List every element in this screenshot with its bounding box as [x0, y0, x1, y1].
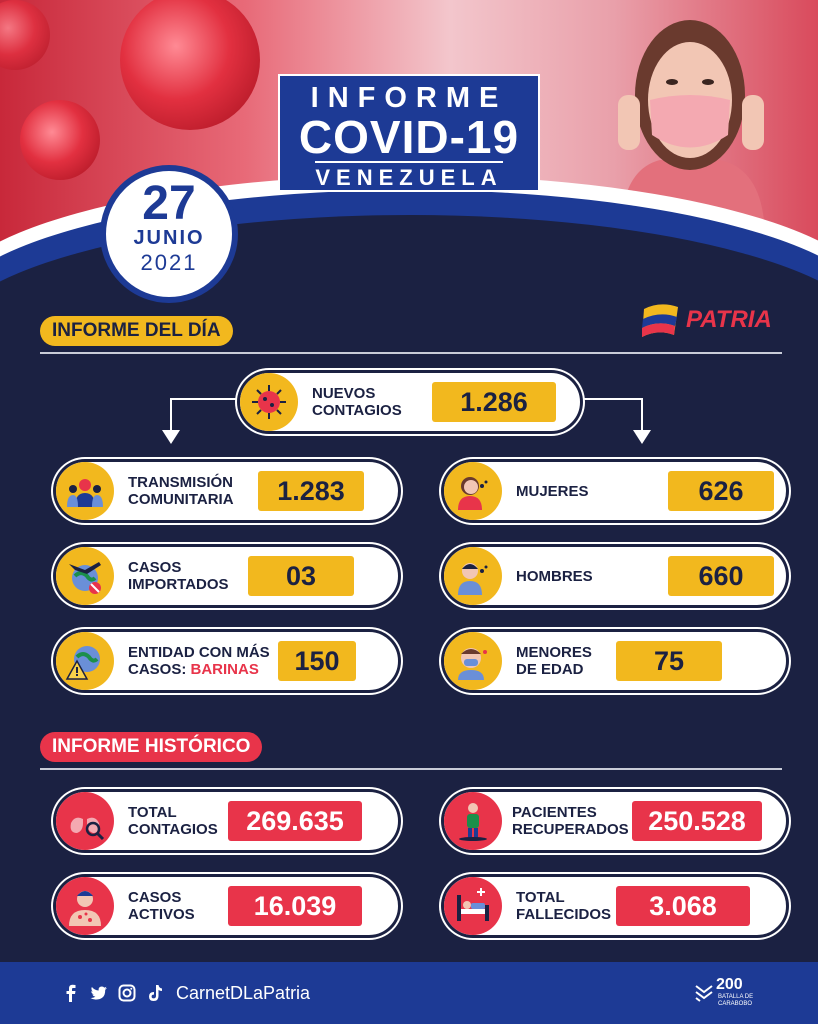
- stat-deaths: [444, 877, 786, 935]
- stat-total-cases: [56, 792, 398, 850]
- patria-brand-text: PATRIA: [686, 306, 772, 333]
- stat-active: [56, 877, 398, 935]
- title-line-1: INFORME: [310, 82, 508, 114]
- airplane-globe-icon: [56, 547, 114, 605]
- stat-label: CASOS ACTIVOS: [128, 889, 195, 923]
- stat-recovered: [444, 792, 786, 850]
- logo-subtitle-2: CARABOBO: [718, 1001, 753, 1007]
- stat-label: TOTAL CONTAGIOS: [128, 804, 218, 838]
- bicentenario-logo: [694, 976, 753, 1008]
- instagram-icon[interactable]: [118, 984, 136, 1002]
- stat-value: 03: [248, 556, 354, 596]
- stat-community: [56, 462, 398, 520]
- section-divider: [40, 352, 782, 354]
- connector-line: [170, 398, 238, 400]
- stat-value: 250.528: [632, 801, 762, 841]
- sick-person-icon: [56, 877, 114, 935]
- connector-line: [170, 398, 172, 432]
- twitter-icon[interactable]: [90, 984, 108, 1002]
- tiktok-icon[interactable]: [146, 984, 164, 1002]
- stat-new-cases: [240, 373, 580, 431]
- date-month: JUNIO: [133, 227, 205, 249]
- date-year: 2021: [140, 250, 198, 275]
- footer-bar: [0, 962, 818, 1024]
- stat-imported: [56, 547, 398, 605]
- connector-line: [641, 398, 643, 432]
- history-section-title: INFORME HISTÓRICO: [40, 732, 262, 762]
- daily-section-title: INFORME DEL DÍA: [40, 316, 233, 346]
- social-links: [62, 983, 310, 1004]
- stat-men: [444, 547, 786, 605]
- recovered-person-icon: [444, 792, 502, 850]
- arrow-down-icon: [633, 430, 651, 444]
- stat-value: 16.039: [228, 886, 362, 926]
- title-box: [278, 74, 540, 192]
- logo-number: 200: [716, 976, 743, 993]
- stat-label: MENORES DE EDAD: [516, 644, 592, 678]
- entity-highlight: BARINAS: [190, 661, 259, 678]
- venezuela-flag-icon: [640, 301, 682, 339]
- child-mask-icon: [444, 632, 502, 690]
- woman-coughing-icon: [444, 462, 502, 520]
- arrow-down-icon: [162, 430, 180, 444]
- date-badge: [100, 165, 238, 303]
- title-line-3: VENEZUELA: [315, 161, 502, 191]
- stat-label: HOMBRES: [516, 567, 593, 585]
- stat-label: TOTAL FALLECIDOS: [516, 889, 612, 923]
- date-day: 27: [142, 177, 196, 230]
- facebook-icon[interactable]: [62, 984, 80, 1002]
- stat-label: TRANSMISIÓN COMUNITARIA: [128, 474, 234, 508]
- patria-logo: [640, 298, 772, 342]
- stat-value: 660: [668, 556, 774, 596]
- virus-illustration: [120, 0, 260, 130]
- stat-value: 1.286: [432, 382, 556, 422]
- entity-label-text: ENTIDAD CON MÁS CASOS:: [128, 644, 270, 678]
- stat-value: 75: [616, 641, 722, 681]
- hospital-bed-icon: [444, 877, 502, 935]
- logo-subtitle-1: BATALLA DE: [718, 994, 754, 1000]
- stat-label: CASOS IMPORTADOS: [128, 559, 229, 593]
- virus-illustration: [0, 0, 50, 70]
- stat-entity: [56, 632, 398, 690]
- stat-value: 150: [278, 641, 356, 681]
- stat-label: [128, 644, 278, 678]
- connector-line: [580, 398, 642, 400]
- stat-value: 269.635: [228, 801, 362, 841]
- virus-icon: [240, 373, 298, 431]
- stat-value: 626: [668, 471, 774, 511]
- stat-label: PACIENTES RECUPERADOS: [512, 804, 629, 838]
- section-divider: [40, 768, 782, 770]
- stat-label: MUJERES: [516, 482, 589, 500]
- stat-label: NUEVOS CONTAGIOS: [312, 385, 402, 419]
- social-handle[interactable]: CarnetDLaPatria: [176, 982, 311, 1003]
- globe-warning-icon: [56, 632, 114, 690]
- stat-value: 1.283: [258, 471, 364, 511]
- community-group-icon: [56, 462, 114, 520]
- virus-illustration: [20, 100, 100, 180]
- bicentenario-emblem-icon: [694, 982, 714, 1002]
- stat-minors: [444, 632, 786, 690]
- stat-women: [444, 462, 786, 520]
- man-coughing-icon: [444, 547, 502, 605]
- lungs-search-icon: [56, 792, 114, 850]
- title-line-2: COVID-19: [298, 111, 520, 163]
- stat-value: 3.068: [616, 886, 750, 926]
